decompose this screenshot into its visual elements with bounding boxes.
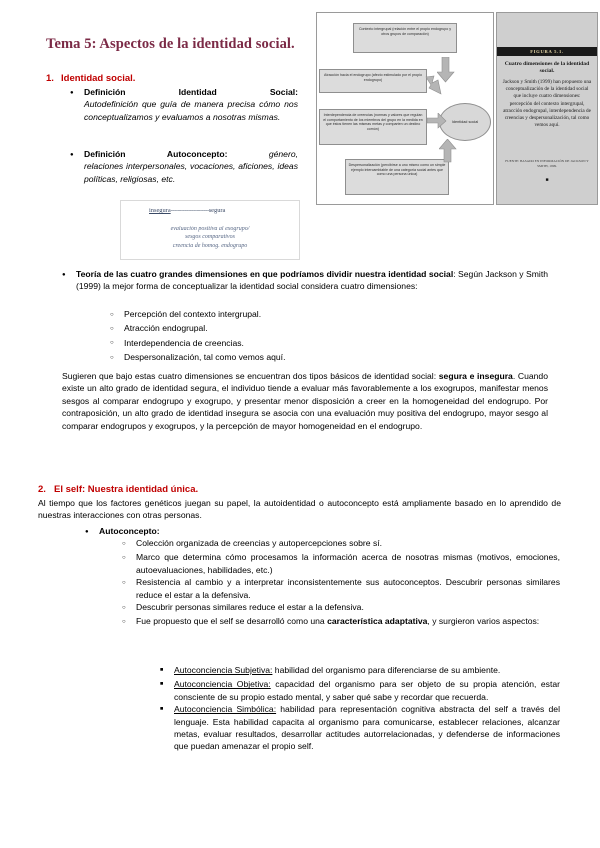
circle-bullet-icon bbox=[122, 537, 136, 551]
item-text-b: , y surgieron varios aspectos: bbox=[427, 616, 540, 627]
sugieren-bold: segura e insegura bbox=[438, 371, 513, 381]
circle-bullet-icon bbox=[122, 601, 136, 615]
list-item: Descubrir personas similares reduce el estar a la defensiva. bbox=[136, 602, 364, 613]
mini-figure-scale bbox=[149, 207, 225, 214]
dimension-item: Percepción del contexto intergrupal. bbox=[124, 309, 262, 319]
def1-label-c: Social: bbox=[269, 87, 298, 97]
figure-caption-heading: Cuatro dimensiones de la identidad social. bbox=[504, 61, 590, 75]
sugieren-part-1: Sugieren que bajo estas cuatro dimensiones se encuentran dos tipos básicos de identidad social: bbox=[62, 371, 439, 381]
square-bullet-icon bbox=[160, 664, 174, 678]
mini-figure-note-1: evaluación positiva al exogrupo/ bbox=[170, 226, 250, 232]
square-bullet-icon bbox=[160, 678, 174, 703]
aspect-text: capacidad del organismo para ser objeto de su propia atención, estar consciente de su propio estado mental, y saber qué sabe y recordar que recuerda. bbox=[174, 679, 560, 702]
mini-figure-dashes: ---------------------- bbox=[170, 207, 209, 214]
arrow-right-icon bbox=[427, 113, 447, 129]
figure-box-atraccion: Atracción hacia el endogrupo (afecto estimulado por el propio endogrupo) bbox=[319, 69, 427, 93]
bullet-icon bbox=[70, 148, 84, 185]
figure-box-contexto: Contexto intergrupal (relación entre el propio endogrupo y otros grupos de comparación) bbox=[353, 23, 457, 53]
section-2-number: 2. bbox=[38, 484, 46, 495]
def1-label-b: Identidad bbox=[178, 87, 217, 97]
section-1-title: Identidad social. bbox=[61, 73, 136, 84]
list-item: Marco que determina cómo procesamos la información acerca de nosotras mismas (motivos, emociones, autoevaluaciones, habilidades, etc.) bbox=[136, 552, 560, 575]
figure-box-despersonalizacion: Despersonalización (percibirse a uno mismo como un simple ejemplo intercambiable de una categoría social antes que como una persona única) bbox=[345, 159, 449, 195]
item-bold: característica adaptativa bbox=[327, 616, 428, 627]
section-heading-1 bbox=[46, 73, 135, 84]
mini-figure-note-3: creencia de homog. endogrupo bbox=[172, 242, 248, 249]
figure-ellipse-identidad-social: Identidad social bbox=[439, 103, 491, 141]
circle-bullet-icon bbox=[110, 337, 124, 351]
circle-bullet-icon bbox=[110, 351, 124, 365]
def1-text: Autodefinición que guía de manera precisa cómo nos conceptualizamos y evaluamos a nosotras mismas. bbox=[84, 99, 298, 122]
aspect-item bbox=[174, 678, 560, 703]
aspect-text: habilidad del organismo para diferenciarse de su ambiente. bbox=[272, 665, 501, 675]
aspect-term: Autoconciencia Subjetiva: bbox=[174, 665, 273, 675]
section-2-title: El self: Nuestra identidad única. bbox=[54, 484, 199, 495]
figure-number-bar: FIGURA 5.1. bbox=[497, 47, 597, 56]
figure-diagram bbox=[316, 12, 494, 205]
dimension-item: Atracción endogrupal. bbox=[124, 323, 208, 334]
sugieren-paragraph bbox=[62, 370, 548, 432]
autoconcepto-label: Autoconcepto: bbox=[99, 526, 160, 536]
circle-bullet-icon bbox=[110, 308, 124, 322]
list-item: Resistencia al cambio y a interpretar inconsistentemente sus autoconceptos. Descubrir personas similares reduce el estar a la defensiva. bbox=[136, 577, 560, 600]
definition-autoconcepto bbox=[70, 148, 298, 185]
item-text-a: Fue propuesto que el self se desarrolló como una bbox=[136, 616, 328, 627]
list-item bbox=[136, 615, 560, 629]
insegura-segura-figure bbox=[120, 200, 300, 260]
square-bullet-icon bbox=[160, 703, 174, 753]
circle-bullet-icon bbox=[122, 551, 136, 576]
page-title: Tema 5: Aspectos de la identidad social. bbox=[46, 36, 295, 52]
mini-figure-right-label: segura bbox=[208, 207, 226, 214]
teoria-bullet bbox=[62, 268, 548, 293]
aspect-text: habilidad para representación cognitiva abstracta del self a través del lenguaje. Esta habilidad capacita al organismo para comunicarse, establecer relaciones, alcanzar metas, evaluar resultados, desarrollar actitudes autorrelacionadas, y defenderse de informaciones que puedan amenazar el propio self. bbox=[174, 704, 560, 752]
dimensions-list bbox=[110, 308, 540, 366]
circle-bullet-icon bbox=[110, 322, 124, 336]
self-intro-paragraph: Al tiempo que los factores genéticos juegan su papel, la autoidentidad o autoconcepto está ampliamente basado en lo aprendido de nuestras interacciones con otras personas. bbox=[38, 498, 561, 521]
arrow-up-icon bbox=[439, 139, 457, 163]
mini-figure-left-label: insegura bbox=[149, 207, 171, 214]
figure-end-square-icon: ■ bbox=[545, 177, 549, 183]
dimension-item: Interdependencia de creencias. bbox=[124, 337, 244, 348]
bullet-icon bbox=[62, 268, 76, 293]
teoria-bold-lead: Teoría de las cuatro grandes dimensiones en que podríamos dividir nuestra identidad social bbox=[76, 269, 454, 279]
figure-box-interdependencia: Interdependencia de creencias (normas y valores que regulan el comportamiento de los miembros del grupo en la medida en que éstos tienen las mismas metas y comparten un destino común) bbox=[319, 109, 427, 145]
aspects-list bbox=[160, 664, 560, 753]
mini-figure-note-2: sesgos comparativos bbox=[185, 234, 235, 241]
arrow-diagonal-icon bbox=[425, 75, 445, 97]
section-heading-2 bbox=[38, 484, 198, 495]
def1-label-a: Definición bbox=[84, 87, 126, 97]
figure-caption-panel bbox=[496, 12, 598, 205]
bullet-icon bbox=[70, 86, 84, 123]
section-1-number: 1. bbox=[46, 73, 54, 84]
circle-bullet-icon bbox=[122, 615, 136, 629]
aspect-item bbox=[174, 703, 560, 753]
def2-label-b: Autoconcepto: bbox=[166, 149, 228, 159]
def2-lead: género, bbox=[268, 149, 298, 159]
aspect-item bbox=[174, 664, 560, 678]
aspect-term: Autoconciencia Simbólica: bbox=[174, 704, 277, 715]
sugieren-part-2: . Cuando existe un alto grado de identidad segura, el individuo tiende a evaluar más favorablemente a los exogrupos, manifestar menos sesgos al comparar endogrupo y exogrupo, y presentar menor disposición a creer en la homogeneidad del endogrupo. Por contraposición, un alto grado de identidad insegura se asocia con una evaluación muy positiva del endogrupo, mayor sesgo al comparar endogrupos y exogrupos, y la percepción de mayor homogeneidad en el endogrupo. bbox=[62, 371, 548, 431]
bullet-icon bbox=[85, 525, 99, 539]
figure-caption-source: FUENTE: BASADO EN INFORMACIÓN DE JACKSON Y SMITH, 1999. bbox=[505, 159, 589, 168]
figure-caption-body: Jackson y Smith (1999) han propuesto una conceptualización de la identidad social que incluye cuatro dimensiones: percepción del contexto intergrupal, atracción endogrupal, interdependencia de creencias y despersonalización, tal como vemos aquí. bbox=[502, 79, 592, 129]
autoconcepto-items bbox=[122, 537, 560, 630]
teoria-rest: : Según Jackson y Smith (1999) la mejor forma de conceptualizar la identidad social considera cuatro dimensiones: bbox=[76, 269, 548, 292]
def2-text: relaciones interpersonales, vocaciones, aficiones, ideas políticas, religiosas, etc. bbox=[84, 161, 298, 184]
definition-identidad-social bbox=[70, 86, 298, 123]
circle-bullet-icon bbox=[122, 576, 136, 601]
figure-5-1 bbox=[316, 12, 598, 205]
aspect-term: Autoconciencia Objetiva: bbox=[174, 679, 271, 690]
dimension-item: Despersonalización, tal como vemos aquí. bbox=[124, 352, 286, 363]
list-item: Colección organizada de creencias y autopercepciones sobre sí. bbox=[136, 538, 383, 548]
def2-label-a: Definición bbox=[84, 149, 126, 159]
mini-figure-notes bbox=[121, 225, 299, 250]
